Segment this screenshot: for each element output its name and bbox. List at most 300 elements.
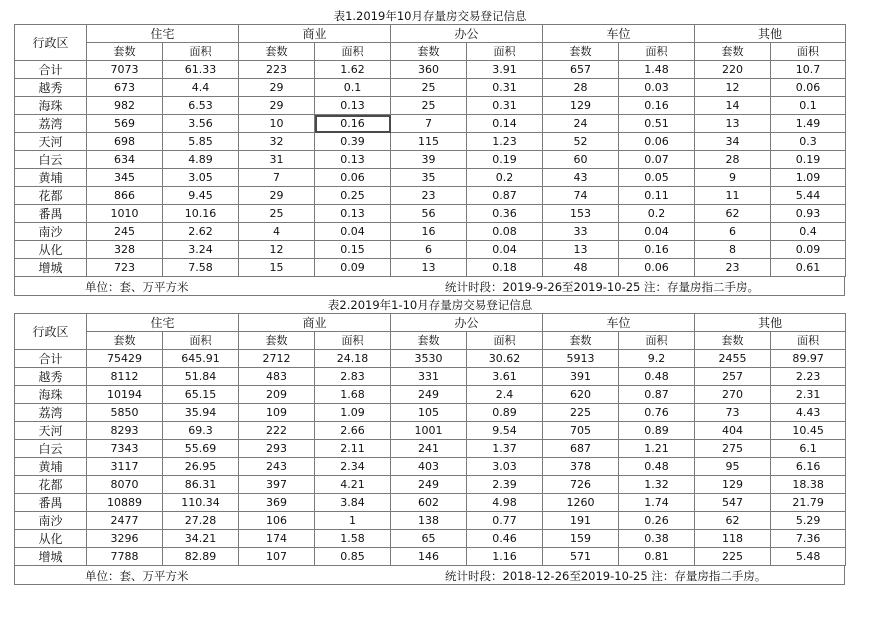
value-cell[interactable]: 34.21 — [163, 530, 239, 548]
value-cell[interactable]: 12 — [239, 241, 315, 259]
value-cell[interactable]: 0.19 — [467, 151, 543, 169]
value-cell[interactable]: 293 — [239, 440, 315, 458]
sub-header[interactable]: 套数 — [239, 43, 315, 61]
value-cell[interactable]: 8070 — [87, 476, 163, 494]
value-cell[interactable]: 0.36 — [467, 205, 543, 223]
value-cell[interactable]: 0.2 — [619, 205, 695, 223]
region-cell[interactable]: 花都 — [15, 187, 87, 205]
value-cell[interactable]: 1.48 — [619, 61, 695, 79]
value-cell[interactable]: 0.05 — [619, 169, 695, 187]
region-cell[interactable]: 从化 — [15, 241, 87, 259]
value-cell[interactable]: 24 — [543, 115, 619, 133]
value-cell[interactable]: 25 — [391, 79, 467, 97]
region-cell[interactable]: 番禺 — [15, 205, 87, 223]
value-cell[interactable]: 673 — [87, 79, 163, 97]
value-cell[interactable]: 0.14 — [467, 115, 543, 133]
value-cell[interactable]: 328 — [87, 241, 163, 259]
value-cell[interactable]: 645.91 — [163, 350, 239, 368]
value-cell[interactable]: 0.39 — [315, 133, 391, 151]
value-cell[interactable]: 249 — [391, 386, 467, 404]
value-cell[interactable]: 369 — [239, 494, 315, 512]
value-cell[interactable]: 7788 — [87, 548, 163, 566]
value-cell[interactable]: 153 — [543, 205, 619, 223]
value-cell[interactable]: 2.66 — [315, 422, 391, 440]
value-cell[interactable]: 2.62 — [163, 223, 239, 241]
value-cell[interactable]: 0.09 — [771, 241, 846, 259]
value-cell[interactable]: 13 — [543, 241, 619, 259]
value-cell[interactable]: 4.21 — [315, 476, 391, 494]
value-cell[interactable]: 345 — [87, 169, 163, 187]
value-cell[interactable]: 3.56 — [163, 115, 239, 133]
value-cell[interactable]: 115 — [391, 133, 467, 151]
value-cell[interactable]: 30.62 — [467, 350, 543, 368]
value-cell[interactable]: 10.7 — [771, 61, 846, 79]
value-cell[interactable]: 0.87 — [467, 187, 543, 205]
value-cell[interactable]: 0.15 — [315, 241, 391, 259]
value-cell[interactable]: 0.89 — [467, 404, 543, 422]
value-cell[interactable]: 698 — [87, 133, 163, 151]
unit-note[interactable]: 单位：套、万平方米 — [85, 569, 189, 583]
value-cell[interactable]: 0.11 — [619, 187, 695, 205]
region-cell[interactable]: 天河 — [15, 133, 87, 151]
value-cell[interactable]: 0.13 — [315, 97, 391, 115]
period-note[interactable]: 统计时段：2019-9-26至2019-10-25 注：存量房指二手房。 — [445, 280, 760, 294]
region-cell[interactable]: 增城 — [15, 259, 87, 277]
value-cell[interactable]: 69.3 — [163, 422, 239, 440]
value-cell[interactable]: 6 — [391, 241, 467, 259]
value-cell[interactable]: 571 — [543, 548, 619, 566]
value-cell[interactable]: 1.23 — [467, 133, 543, 151]
value-cell[interactable]: 687 — [543, 440, 619, 458]
region-cell[interactable]: 荔湾 — [15, 404, 87, 422]
value-cell[interactable]: 1.32 — [619, 476, 695, 494]
value-cell[interactable]: 11 — [695, 187, 771, 205]
value-cell[interactable]: 8293 — [87, 422, 163, 440]
value-cell[interactable]: 89.97 — [771, 350, 846, 368]
value-cell[interactable]: 0.93 — [771, 205, 846, 223]
value-cell[interactable]: 0.48 — [619, 368, 695, 386]
value-cell[interactable]: 257 — [695, 368, 771, 386]
value-cell[interactable]: 27.28 — [163, 512, 239, 530]
value-cell[interactable]: 0.16 — [619, 97, 695, 115]
value-cell[interactable]: 1.09 — [771, 169, 846, 187]
value-cell[interactable]: 866 — [87, 187, 163, 205]
value-cell[interactable]: 0.61 — [771, 259, 846, 277]
region-header[interactable]: 行政区 — [15, 25, 87, 61]
sub-header[interactable]: 面积 — [619, 43, 695, 61]
value-cell[interactable]: 7343 — [87, 440, 163, 458]
value-cell[interactable]: 51.84 — [163, 368, 239, 386]
category-header[interactable]: 车位 — [543, 314, 695, 332]
value-cell[interactable]: 129 — [543, 97, 619, 115]
value-cell[interactable]: 62 — [695, 512, 771, 530]
region-cell[interactable]: 花都 — [15, 476, 87, 494]
value-cell[interactable]: 602 — [391, 494, 467, 512]
value-cell[interactable]: 225 — [695, 548, 771, 566]
value-cell[interactable]: 2455 — [695, 350, 771, 368]
value-cell[interactable]: 4.4 — [163, 79, 239, 97]
value-cell[interactable]: 3117 — [87, 458, 163, 476]
region-cell[interactable]: 海珠 — [15, 97, 87, 115]
value-cell[interactable]: 6.1 — [771, 440, 846, 458]
value-cell[interactable]: 0.76 — [619, 404, 695, 422]
value-cell[interactable]: 657 — [543, 61, 619, 79]
value-cell[interactable]: 249 — [391, 476, 467, 494]
value-cell[interactable]: 0.25 — [315, 187, 391, 205]
value-cell[interactable]: 62 — [695, 205, 771, 223]
value-cell[interactable]: 5.44 — [771, 187, 846, 205]
value-cell[interactable]: 29 — [239, 97, 315, 115]
value-cell[interactable]: 7 — [391, 115, 467, 133]
value-cell[interactable]: 0.04 — [467, 241, 543, 259]
value-cell[interactable]: 275 — [695, 440, 771, 458]
region-cell[interactable]: 白云 — [15, 440, 87, 458]
region-cell[interactable]: 海珠 — [15, 386, 87, 404]
value-cell[interactable]: 174 — [239, 530, 315, 548]
value-cell[interactable]: 18.38 — [771, 476, 846, 494]
value-cell[interactable]: 0.51 — [619, 115, 695, 133]
value-cell[interactable]: 0.31 — [467, 97, 543, 115]
sub-header[interactable]: 面积 — [315, 332, 391, 350]
value-cell[interactable]: 360 — [391, 61, 467, 79]
value-cell[interactable]: 6.16 — [771, 458, 846, 476]
value-cell[interactable]: 241 — [391, 440, 467, 458]
value-cell[interactable]: 0.04 — [315, 223, 391, 241]
value-cell[interactable]: 35.94 — [163, 404, 239, 422]
value-cell[interactable]: 0.4 — [771, 223, 846, 241]
value-cell[interactable]: 1.21 — [619, 440, 695, 458]
value-cell[interactable]: 0.16 — [315, 115, 391, 133]
value-cell[interactable]: 86.31 — [163, 476, 239, 494]
value-cell[interactable]: 0.07 — [619, 151, 695, 169]
period-note[interactable]: 统计时段：2018-12-26至2019-10-25 注：存量房指二手房。 — [445, 569, 767, 583]
value-cell[interactable]: 0.1 — [315, 79, 391, 97]
value-cell[interactable]: 4.43 — [771, 404, 846, 422]
value-cell[interactable]: 0.26 — [619, 512, 695, 530]
value-cell[interactable]: 0.06 — [315, 169, 391, 187]
value-cell[interactable]: 2.4 — [467, 386, 543, 404]
region-cell[interactable]: 从化 — [15, 530, 87, 548]
value-cell[interactable]: 1.37 — [467, 440, 543, 458]
value-cell[interactable]: 5.48 — [771, 548, 846, 566]
value-cell[interactable]: 1 — [315, 512, 391, 530]
value-cell[interactable]: 7 — [239, 169, 315, 187]
value-cell[interactable]: 982 — [87, 97, 163, 115]
value-cell[interactable]: 26.95 — [163, 458, 239, 476]
value-cell[interactable]: 7.36 — [771, 530, 846, 548]
sub-header[interactable]: 面积 — [467, 332, 543, 350]
value-cell[interactable]: 403 — [391, 458, 467, 476]
value-cell[interactable]: 60 — [543, 151, 619, 169]
category-header[interactable]: 住宅 — [87, 25, 239, 43]
value-cell[interactable]: 0.19 — [771, 151, 846, 169]
value-cell[interactable]: 28 — [543, 79, 619, 97]
value-cell[interactable]: 110.34 — [163, 494, 239, 512]
value-cell[interactable]: 1010 — [87, 205, 163, 223]
value-cell[interactable]: 3.03 — [467, 458, 543, 476]
category-header[interactable]: 办公 — [391, 25, 543, 43]
value-cell[interactable]: 35 — [391, 169, 467, 187]
value-cell[interactable]: 65 — [391, 530, 467, 548]
value-cell[interactable]: 0.06 — [619, 259, 695, 277]
value-cell[interactable]: 0.31 — [467, 79, 543, 97]
value-cell[interactable]: 9.54 — [467, 422, 543, 440]
value-cell[interactable]: 2.23 — [771, 368, 846, 386]
sub-header[interactable]: 面积 — [163, 43, 239, 61]
value-cell[interactable]: 191 — [543, 512, 619, 530]
value-cell[interactable]: 8112 — [87, 368, 163, 386]
category-header[interactable]: 车位 — [543, 25, 695, 43]
value-cell[interactable]: 1.09 — [315, 404, 391, 422]
value-cell[interactable]: 61.33 — [163, 61, 239, 79]
value-cell[interactable]: 10889 — [87, 494, 163, 512]
region-cell[interactable]: 越秀 — [15, 79, 87, 97]
value-cell[interactable]: 2.39 — [467, 476, 543, 494]
value-cell[interactable]: 0.38 — [619, 530, 695, 548]
region-cell[interactable]: 南沙 — [15, 512, 87, 530]
value-cell[interactable]: 547 — [695, 494, 771, 512]
value-cell[interactable]: 13 — [695, 115, 771, 133]
category-header[interactable]: 住宅 — [87, 314, 239, 332]
value-cell[interactable]: 0.89 — [619, 422, 695, 440]
value-cell[interactable]: 32 — [239, 133, 315, 151]
region-cell[interactable]: 白云 — [15, 151, 87, 169]
value-cell[interactable]: 105 — [391, 404, 467, 422]
value-cell[interactable]: 5.29 — [771, 512, 846, 530]
region-cell[interactable]: 黄埔 — [15, 458, 87, 476]
value-cell[interactable]: 21.79 — [771, 494, 846, 512]
value-cell[interactable]: 7073 — [87, 61, 163, 79]
table-1-title[interactable]: 表1.2019年10月存量房交易登记信息 — [15, 7, 846, 25]
region-cell[interactable]: 荔湾 — [15, 115, 87, 133]
value-cell[interactable]: 75429 — [87, 350, 163, 368]
value-cell[interactable]: 723 — [87, 259, 163, 277]
value-cell[interactable]: 6 — [695, 223, 771, 241]
sub-header[interactable]: 套数 — [695, 43, 771, 61]
value-cell[interactable]: 0.16 — [619, 241, 695, 259]
value-cell[interactable]: 404 — [695, 422, 771, 440]
value-cell[interactable]: 12 — [695, 79, 771, 97]
sub-header[interactable]: 面积 — [315, 43, 391, 61]
value-cell[interactable]: 39 — [391, 151, 467, 169]
value-cell[interactable]: 16 — [391, 223, 467, 241]
value-cell[interactable]: 129 — [695, 476, 771, 494]
value-cell[interactable]: 14 — [695, 97, 771, 115]
sub-header[interactable]: 套数 — [543, 332, 619, 350]
value-cell[interactable]: 331 — [391, 368, 467, 386]
value-cell[interactable]: 106 — [239, 512, 315, 530]
value-cell[interactable]: 74 — [543, 187, 619, 205]
sub-header[interactable]: 面积 — [771, 332, 846, 350]
value-cell[interactable]: 23 — [695, 259, 771, 277]
value-cell[interactable]: 109 — [239, 404, 315, 422]
value-cell[interactable]: 0.87 — [619, 386, 695, 404]
value-cell[interactable]: 29 — [239, 187, 315, 205]
value-cell[interactable]: 0.77 — [467, 512, 543, 530]
category-header[interactable]: 其他 — [695, 25, 846, 43]
value-cell[interactable]: 0.81 — [619, 548, 695, 566]
value-cell[interactable]: 0.85 — [315, 548, 391, 566]
category-header[interactable]: 商业 — [239, 25, 391, 43]
value-cell[interactable]: 0.06 — [619, 133, 695, 151]
value-cell[interactable]: 3.24 — [163, 241, 239, 259]
value-cell[interactable]: 2477 — [87, 512, 163, 530]
value-cell[interactable]: 1.16 — [467, 548, 543, 566]
value-cell[interactable]: 31 — [239, 151, 315, 169]
value-cell[interactable]: 1.58 — [315, 530, 391, 548]
value-cell[interactable]: 29 — [239, 79, 315, 97]
value-cell[interactable]: 0.1 — [771, 97, 846, 115]
value-cell[interactable]: 55.69 — [163, 440, 239, 458]
value-cell[interactable]: 7.58 — [163, 259, 239, 277]
value-cell[interactable]: 270 — [695, 386, 771, 404]
value-cell[interactable]: 3.84 — [315, 494, 391, 512]
value-cell[interactable]: 245 — [87, 223, 163, 241]
category-header[interactable]: 办公 — [391, 314, 543, 332]
value-cell[interactable]: 0.13 — [315, 151, 391, 169]
region-cell[interactable]: 越秀 — [15, 368, 87, 386]
value-cell[interactable]: 48 — [543, 259, 619, 277]
value-cell[interactable]: 9 — [695, 169, 771, 187]
value-cell[interactable]: 24.18 — [315, 350, 391, 368]
region-cell[interactable]: 番禺 — [15, 494, 87, 512]
value-cell[interactable]: 243 — [239, 458, 315, 476]
value-cell[interactable]: 0.13 — [315, 205, 391, 223]
region-header[interactable]: 行政区 — [15, 314, 87, 350]
value-cell[interactable]: 8 — [695, 241, 771, 259]
table-2-title[interactable]: 表2.2019年1-10月存量房交易登记信息 — [15, 296, 846, 314]
value-cell[interactable]: 52 — [543, 133, 619, 151]
value-cell[interactable]: 209 — [239, 386, 315, 404]
value-cell[interactable]: 378 — [543, 458, 619, 476]
sub-header[interactable]: 面积 — [467, 43, 543, 61]
unit-note[interactable]: 单位：套、万平方米 — [85, 280, 189, 294]
sub-header[interactable]: 套数 — [391, 332, 467, 350]
value-cell[interactable]: 0.18 — [467, 259, 543, 277]
value-cell[interactable]: 223 — [239, 61, 315, 79]
value-cell[interactable]: 2.34 — [315, 458, 391, 476]
value-cell[interactable]: 5.85 — [163, 133, 239, 151]
value-cell[interactable]: 107 — [239, 548, 315, 566]
value-cell[interactable]: 118 — [695, 530, 771, 548]
value-cell[interactable]: 56 — [391, 205, 467, 223]
value-cell[interactable]: 3296 — [87, 530, 163, 548]
value-cell[interactable]: 1001 — [391, 422, 467, 440]
sub-header[interactable]: 套数 — [87, 43, 163, 61]
value-cell[interactable]: 10 — [239, 115, 315, 133]
value-cell[interactable]: 9.2 — [619, 350, 695, 368]
sub-header[interactable]: 套数 — [695, 332, 771, 350]
value-cell[interactable]: 391 — [543, 368, 619, 386]
value-cell[interactable]: 82.89 — [163, 548, 239, 566]
value-cell[interactable]: 138 — [391, 512, 467, 530]
value-cell[interactable]: 0.04 — [619, 223, 695, 241]
value-cell[interactable]: 634 — [87, 151, 163, 169]
value-cell[interactable]: 705 — [543, 422, 619, 440]
value-cell[interactable]: 73 — [695, 404, 771, 422]
value-cell[interactable]: 13 — [391, 259, 467, 277]
value-cell[interactable]: 4.89 — [163, 151, 239, 169]
region-cell[interactable]: 增城 — [15, 548, 87, 566]
value-cell[interactable]: 2712 — [239, 350, 315, 368]
value-cell[interactable]: 10.45 — [771, 422, 846, 440]
sub-header[interactable]: 面积 — [619, 332, 695, 350]
value-cell[interactable]: 0.46 — [467, 530, 543, 548]
value-cell[interactable]: 569 — [87, 115, 163, 133]
region-cell[interactable]: 黄埔 — [15, 169, 87, 187]
region-cell[interactable]: 南沙 — [15, 223, 87, 241]
region-cell[interactable]: 合计 — [15, 61, 87, 79]
value-cell[interactable]: 225 — [543, 404, 619, 422]
region-cell[interactable]: 天河 — [15, 422, 87, 440]
value-cell[interactable]: 159 — [543, 530, 619, 548]
value-cell[interactable]: 6.53 — [163, 97, 239, 115]
value-cell[interactable]: 620 — [543, 386, 619, 404]
value-cell[interactable]: 25 — [391, 97, 467, 115]
value-cell[interactable]: 33 — [543, 223, 619, 241]
value-cell[interactable]: 23 — [391, 187, 467, 205]
value-cell[interactable]: 3530 — [391, 350, 467, 368]
value-cell[interactable]: 34 — [695, 133, 771, 151]
value-cell[interactable]: 0.48 — [619, 458, 695, 476]
sub-header[interactable]: 面积 — [771, 43, 846, 61]
value-cell[interactable]: 3.61 — [467, 368, 543, 386]
value-cell[interactable]: 1.68 — [315, 386, 391, 404]
category-header[interactable]: 其他 — [695, 314, 846, 332]
value-cell[interactable]: 43 — [543, 169, 619, 187]
value-cell[interactable]: 5913 — [543, 350, 619, 368]
value-cell[interactable]: 65.15 — [163, 386, 239, 404]
sub-header[interactable]: 套数 — [543, 43, 619, 61]
value-cell[interactable]: 483 — [239, 368, 315, 386]
category-header[interactable]: 商业 — [239, 314, 391, 332]
value-cell[interactable]: 3.05 — [163, 169, 239, 187]
value-cell[interactable]: 0.03 — [619, 79, 695, 97]
value-cell[interactable]: 9.45 — [163, 187, 239, 205]
value-cell[interactable]: 146 — [391, 548, 467, 566]
region-cell[interactable]: 合计 — [15, 350, 87, 368]
value-cell[interactable]: 10.16 — [163, 205, 239, 223]
sub-header[interactable]: 面积 — [163, 332, 239, 350]
value-cell[interactable]: 726 — [543, 476, 619, 494]
value-cell[interactable]: 3.91 — [467, 61, 543, 79]
value-cell[interactable]: 4.98 — [467, 494, 543, 512]
value-cell[interactable]: 10194 — [87, 386, 163, 404]
sub-header[interactable]: 套数 — [87, 332, 163, 350]
value-cell[interactable]: 1.49 — [771, 115, 846, 133]
value-cell[interactable]: 95 — [695, 458, 771, 476]
value-cell[interactable]: 5850 — [87, 404, 163, 422]
value-cell[interactable]: 397 — [239, 476, 315, 494]
value-cell[interactable]: 2.83 — [315, 368, 391, 386]
value-cell[interactable]: 2.31 — [771, 386, 846, 404]
value-cell[interactable]: 0.2 — [467, 169, 543, 187]
value-cell[interactable]: 2.11 — [315, 440, 391, 458]
value-cell[interactable]: 28 — [695, 151, 771, 169]
value-cell[interactable]: 222 — [239, 422, 315, 440]
value-cell[interactable]: 1.74 — [619, 494, 695, 512]
value-cell[interactable]: 0.3 — [771, 133, 846, 151]
value-cell[interactable]: 25 — [239, 205, 315, 223]
value-cell[interactable]: 4 — [239, 223, 315, 241]
value-cell[interactable]: 15 — [239, 259, 315, 277]
value-cell[interactable]: 220 — [695, 61, 771, 79]
value-cell[interactable]: 0.06 — [771, 79, 846, 97]
sub-header[interactable]: 套数 — [391, 43, 467, 61]
value-cell[interactable]: 0.08 — [467, 223, 543, 241]
value-cell[interactable]: 0.09 — [315, 259, 391, 277]
value-cell[interactable]: 1260 — [543, 494, 619, 512]
